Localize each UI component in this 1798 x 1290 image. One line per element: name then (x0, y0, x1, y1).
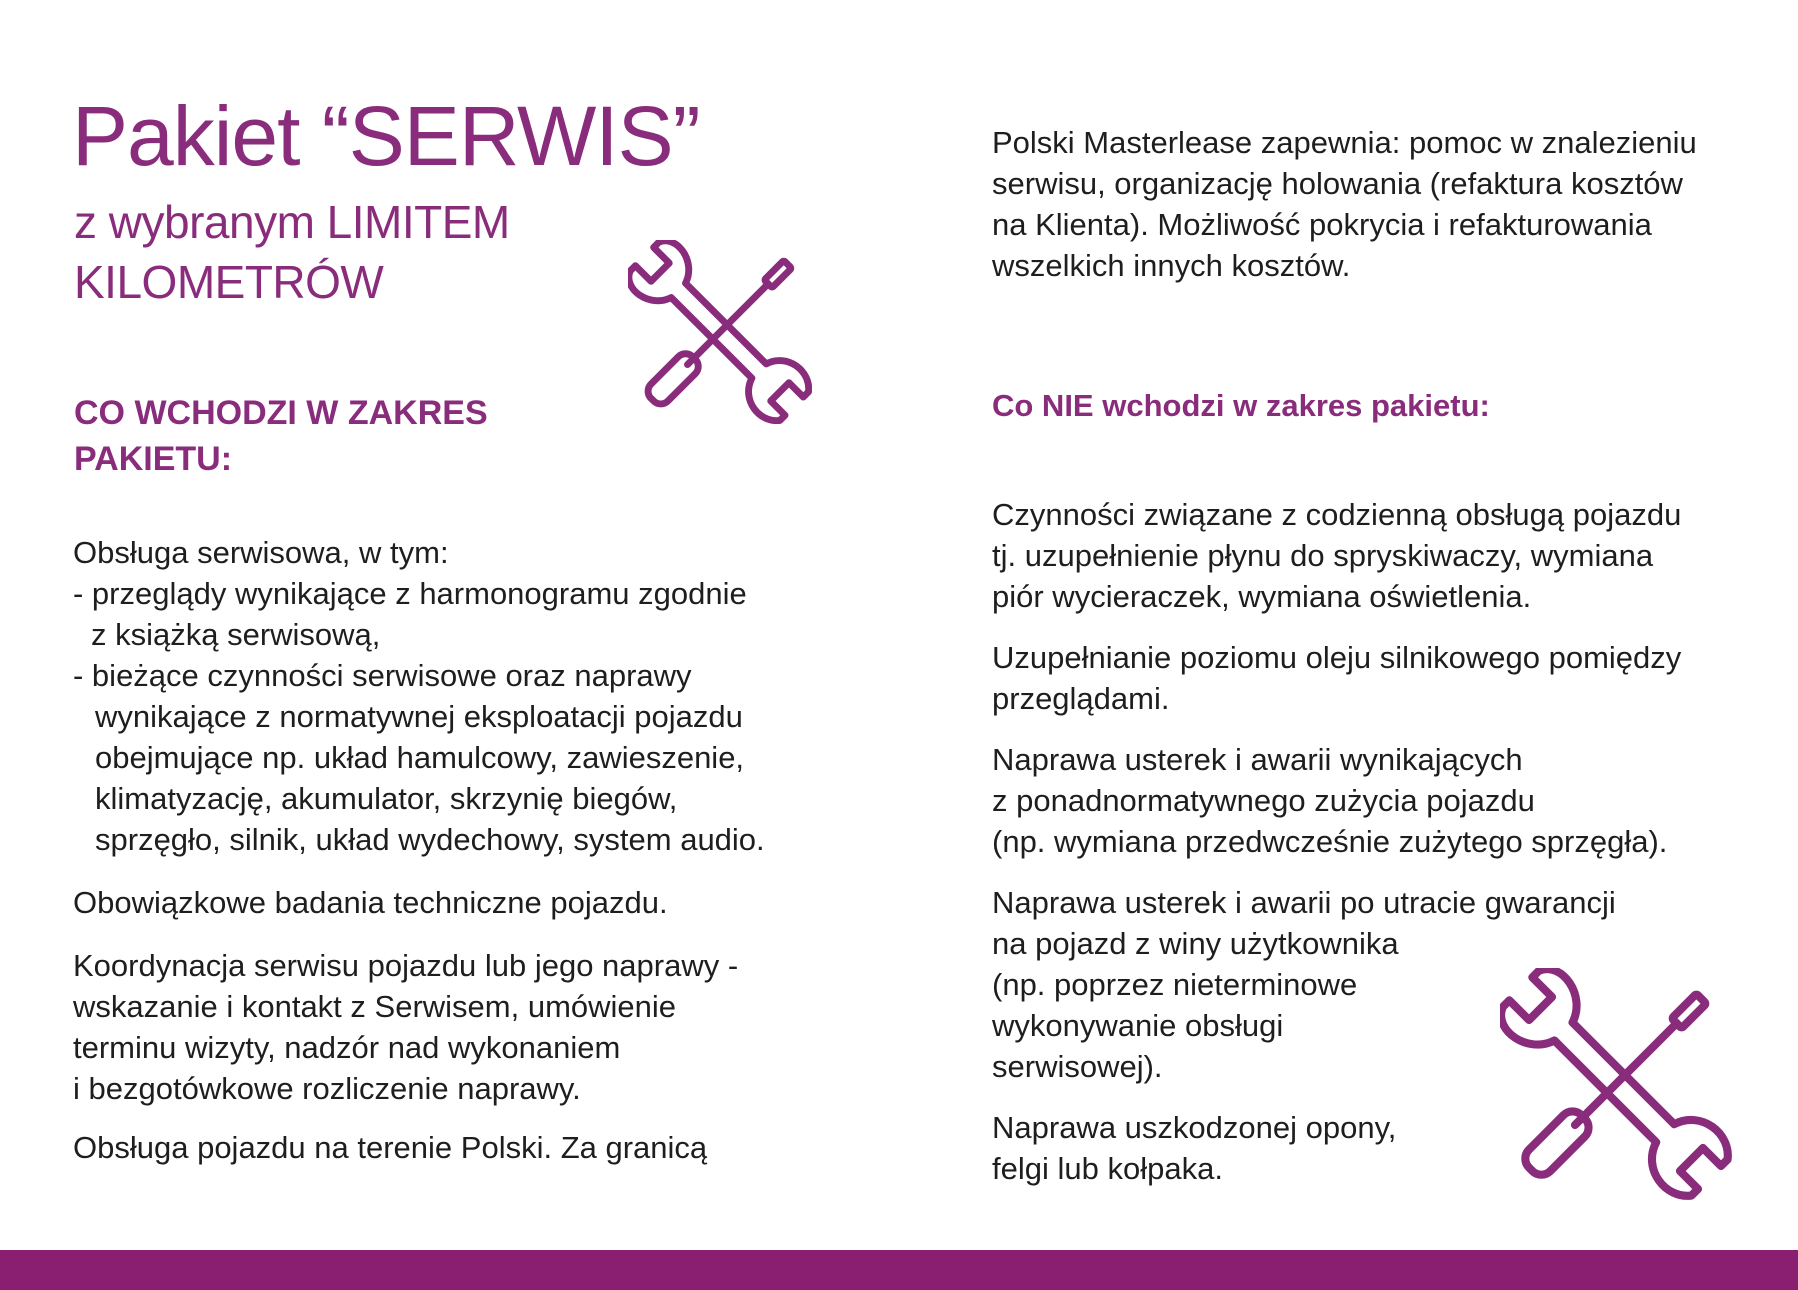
text-line: wynikające z normatywnej eksploatacji pojazdu (95, 699, 743, 734)
text-line: wskazanie i kontakt z Serwisem, umówienie (73, 989, 677, 1024)
page-title: Pakiet “SERWIS” (72, 89, 700, 183)
text-line: Polski Masterlease zapewnia: pomoc w znalezieniu (992, 125, 1697, 160)
subtitle-line: KILOMETRÓW (74, 256, 384, 308)
text-line: Czynności związane z codzienną obsługą pojazdu (992, 497, 1682, 532)
text-line: - przeglądy wynikające z harmonogramu zgodnie (73, 576, 747, 611)
text-line: na Klienta). Możliwość pokrycia i refakturowania (992, 207, 1652, 242)
text-line: z książką serwisową, (91, 617, 381, 652)
excluded-heading: Co NIE wchodzi w zakres pakietu: (992, 388, 1490, 423)
text-line: tj. uzupełnienie płynu do spryskiwaczy, wymiana (992, 538, 1654, 573)
text-line: serwisowej). (992, 1049, 1163, 1084)
excluded-item-oil (992, 637, 1752, 719)
service-intro (73, 532, 853, 573)
text-line: Naprawa usterek i awarii wynikających (992, 742, 1523, 777)
wrench-screwdriver-icon (628, 240, 812, 424)
text-line: piór wycieraczek, wymiana oświetlenia. (992, 579, 1532, 614)
text-line: Naprawa uszkodzonej opony, (992, 1110, 1397, 1145)
text-line: przeglądami. (992, 681, 1170, 716)
service-intro-text: Obsługa serwisowa, w tym: (73, 535, 449, 570)
wrench-screwdriver-icon (1500, 968, 1732, 1200)
text-line: Koordynacja serwisu pojazdu lub jego naprawy - (73, 948, 739, 983)
text-line: Naprawa usterek i awarii po utracie gwarancji (992, 885, 1616, 920)
intro-paragraph (992, 122, 1697, 286)
text-line: sprzęgło, silnik, układ wydechowy, system audio. (95, 822, 765, 857)
included-item-territory (73, 1127, 853, 1168)
excluded-item-daily-care (992, 494, 1752, 617)
included-heading-line: PAKIETU: (74, 440, 233, 478)
text-line: terminu wizyty, nadzór nad wykonaniem (73, 1030, 621, 1065)
included-heading (74, 390, 488, 482)
text-line: Obsługa pojazdu na terenie Polski. Za granicą (73, 1130, 708, 1165)
text-line: klimatyzację, akumulator, skrzynię biegów, (95, 781, 678, 816)
included-list (73, 532, 853, 1168)
text-line: felgi lub kołpaka. (992, 1151, 1223, 1186)
text-line: (np. poprzez nieterminowe (992, 967, 1358, 1002)
subtitle-line: z wybranym LIMITEM (74, 196, 510, 248)
text-line: i bezgotówkowe rozliczenie naprawy. (73, 1071, 581, 1106)
text-line: z ponadnormatywnego zużycia pojazdu (992, 783, 1535, 818)
footer-bar (0, 1250, 1798, 1290)
text-line: wykonywanie obsługi (992, 1008, 1284, 1043)
text-line: Uzupełnianie poziomu oleju silnikowego pomiędzy (992, 640, 1682, 675)
included-heading-line: CO WCHODZI W ZAKRES (74, 394, 488, 432)
text-line: obejmujące np. układ hamulcowy, zawieszenie, (95, 740, 745, 775)
page-subtitle (74, 192, 510, 312)
included-item-coordination (73, 945, 853, 1109)
text-line: serwisu, organizację holowania (refaktura kosztów (992, 166, 1683, 201)
text-line: wszelkich innych kosztów. (992, 248, 1351, 283)
included-item-technical-inspection (73, 882, 853, 923)
included-item-inspections (73, 573, 853, 655)
text-line: - bieżące czynności serwisowe oraz naprawy (73, 658, 692, 693)
text-line: na pojazd z winy użytkownika (992, 926, 1399, 961)
text-line: (np. wymiana przedwcześnie zużytego sprzęgła). (992, 824, 1668, 859)
excluded-item-excessive-wear (992, 739, 1752, 862)
text-line: Obowiązkowe badania techniczne pojazdu. (73, 885, 668, 920)
included-item-repairs (73, 655, 853, 860)
